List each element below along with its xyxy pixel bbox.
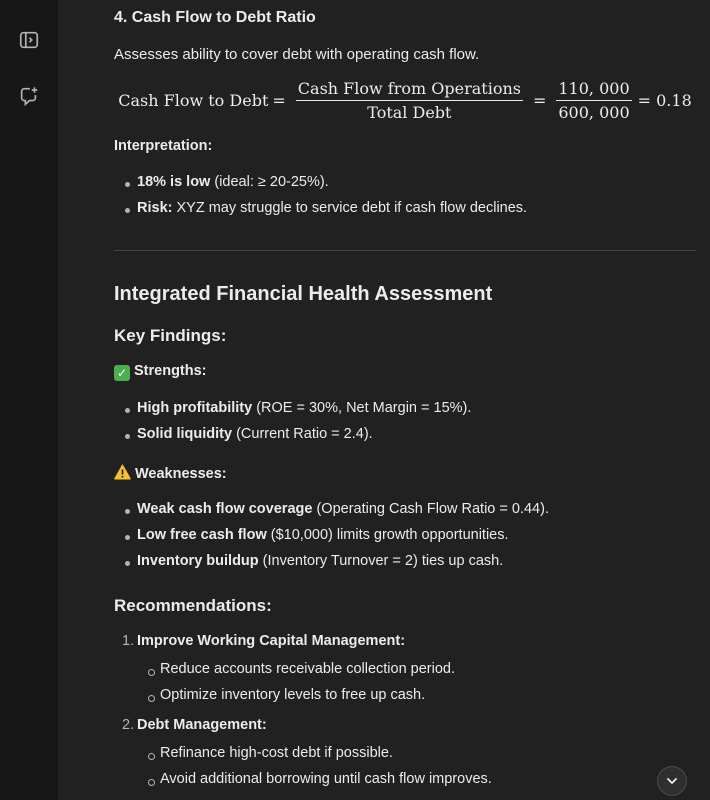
list-item: Risk: XYZ may struggle to service debt if cash flow declines. bbox=[114, 200, 696, 216]
list-item: Refinance high-cost debt if possible. bbox=[137, 745, 697, 761]
formula-denominator-value: 600, 000 bbox=[558, 102, 630, 122]
list-item: Weak cash flow coverage (Operating Cash Flow Ratio = 0.44). bbox=[114, 501, 696, 517]
formula-eq: = bbox=[272, 90, 286, 110]
warning-icon bbox=[114, 464, 131, 480]
weaknesses-label: Weaknesses: bbox=[114, 464, 696, 482]
formula-fraction-1 bbox=[296, 79, 523, 122]
recommendation-title: Improve Working Capital Management: bbox=[137, 633, 406, 649]
recommendation-sublist bbox=[137, 745, 697, 787]
formula-result: = 0.18 bbox=[637, 90, 692, 110]
formula-fraction-2 bbox=[556, 79, 631, 122]
list-item: Inventory buildup (Inventory Turnover = 2) ties up cash. bbox=[114, 553, 696, 569]
list-number: 2. bbox=[122, 717, 135, 733]
scroll-to-bottom-button[interactable] bbox=[657, 766, 687, 796]
list-item: Low free cash flow ($10,000) limits growth opportunities. bbox=[114, 527, 696, 543]
recommendation-sublist bbox=[137, 661, 697, 703]
sidebar bbox=[0, 0, 58, 800]
formula bbox=[114, 78, 696, 122]
key-findings-heading: Key Findings: bbox=[114, 326, 227, 345]
formula-eq-2: = bbox=[532, 90, 547, 110]
strengths-list bbox=[114, 400, 696, 442]
list-item: 18% is low (ideal: ≥ 20-25%). bbox=[114, 174, 696, 190]
chevron-down-icon bbox=[665, 774, 679, 788]
list-item: Avoid additional borrowing until cash flow improves. bbox=[137, 771, 697, 787]
interpretation-list bbox=[114, 174, 696, 216]
list-item: Solid liquidity (Current Ratio = 2.4). bbox=[114, 426, 696, 442]
recommendation-title: Debt Management: bbox=[137, 717, 267, 733]
formula-numerator: Cash Flow from Operations bbox=[296, 79, 523, 101]
formula-denominator: Total Debt bbox=[367, 102, 452, 122]
recommendations-heading: Recommendations: bbox=[114, 596, 272, 615]
sidebar-toggle-icon bbox=[18, 29, 40, 51]
formula-lhs: Cash Flow to Debt bbox=[118, 90, 269, 110]
new-chat-icon bbox=[18, 85, 40, 107]
section-heading: 4. Cash Flow to Debt Ratio bbox=[114, 9, 316, 26]
divider bbox=[114, 250, 696, 251]
new-chat-button[interactable] bbox=[16, 83, 42, 109]
list-item: Reduce accounts receivable collection period. bbox=[137, 661, 697, 677]
check-icon: ✓ bbox=[114, 365, 130, 381]
list-item: High profitability (ROE = 30%, Net Margin = 15%). bbox=[114, 400, 696, 416]
list-number: 1. bbox=[122, 633, 135, 649]
chat-main bbox=[58, 0, 710, 800]
sidebar-toggle-button[interactable] bbox=[16, 27, 42, 53]
recommendation-item bbox=[114, 633, 696, 649]
weaknesses-list bbox=[114, 501, 696, 569]
formula-numerator-value: 110, 000 bbox=[556, 79, 631, 101]
interpretation-label: Interpretation: bbox=[114, 138, 213, 154]
recommendation-item bbox=[114, 717, 696, 733]
list-item: Optimize inventory levels to free up cash. bbox=[137, 687, 697, 703]
strengths-label: ✓ Strengths: bbox=[114, 363, 696, 381]
assessment-title: Integrated Financial Health Assessment bbox=[114, 283, 493, 305]
section-description: Assesses ability to cover debt with operating cash flow. bbox=[114, 46, 480, 63]
